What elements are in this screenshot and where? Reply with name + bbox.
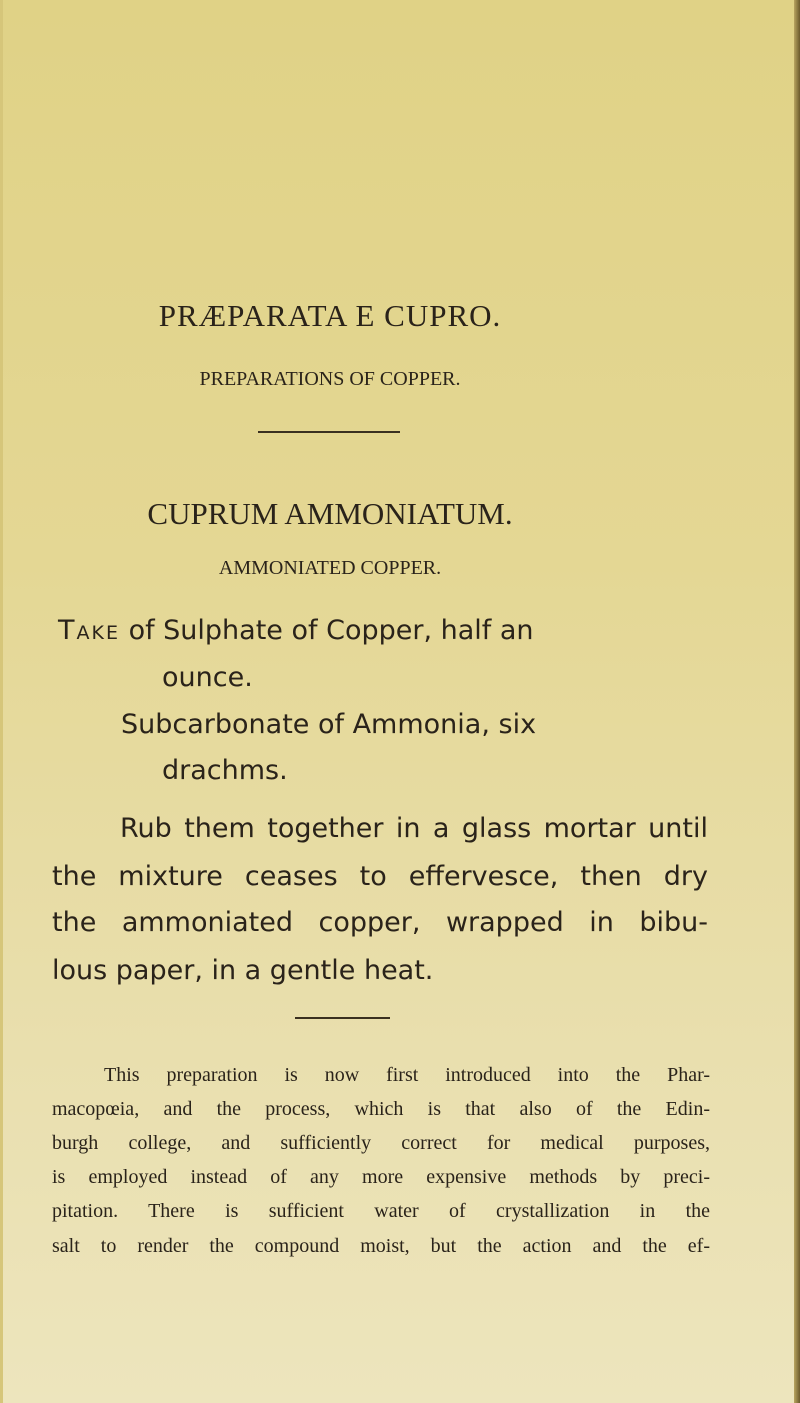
note-line: This preparation is now first introduced into the Phar- — [104, 1064, 710, 1086]
take-word: Take — [58, 615, 120, 646]
ingredient-line: of Sulphate of Copper, half an — [128, 615, 534, 646]
recipe-title-english: AMMONIATED COPPER. — [218, 557, 442, 579]
directions-line: the ammoniated copper, wrapped in bibu- — [52, 907, 708, 938]
ingredient-line: Subcarbonate of Ammonia, six — [121, 709, 537, 740]
page-right-edge — [794, 0, 800, 1403]
section-title-latin: PRÆPARATA E CUPRO. — [158, 298, 502, 333]
note-line: is employed instead of any more expensive methods by preci- — [52, 1166, 710, 1188]
directions-line: Rub them together in a glass mortar until — [120, 813, 708, 844]
note-line: salt to render the compound moist, but the action and the ef- — [52, 1235, 710, 1257]
recipe-title-latin: CUPRUM AMMONIATUM. — [147, 496, 513, 531]
ingredient-line: ounce. — [162, 662, 253, 693]
divider-rule — [258, 431, 400, 433]
note-line: burgh college, and sufficiently correct for medical purposes, — [52, 1132, 710, 1154]
note-line: pitation. There is sufficient water of crystallization in the — [52, 1200, 710, 1222]
page-left-edge — [0, 0, 3, 1403]
recipe-take-line — [58, 615, 534, 646]
note-line: macopœia, and the process, which is that also of the Edin- — [52, 1098, 710, 1120]
section-title-english: PREPARATIONS OF COPPER. — [199, 368, 461, 390]
ingredient-line: drachms. — [162, 755, 288, 786]
directions-line: lous paper, in a gentle heat. — [52, 955, 434, 986]
directions-line: the mixture ceases to effervesce, then dry — [52, 861, 708, 892]
divider-rule — [295, 1017, 390, 1019]
